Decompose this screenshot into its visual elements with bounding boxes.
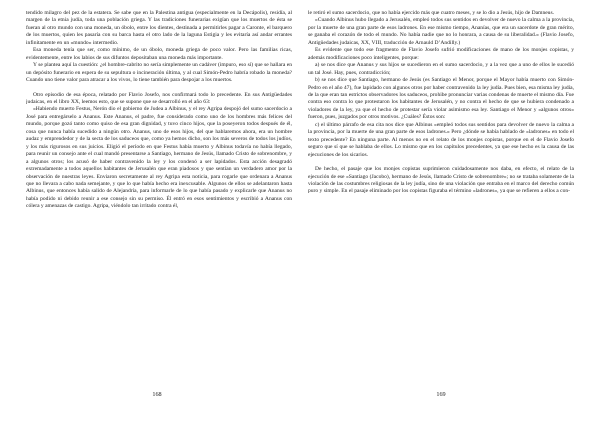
paragraph: Otro episodio de esa época, relatado por Flavio Josefo, nos confirmará todo lo precedente. En sus Antigüedades judaicas, en el libro XX, leemos esto, que se supone que se desarrolló en el año 63: bbox=[26, 91, 292, 105]
paragraph: a) se nos dice que Ananus y sus hijos se sucedieron en el sumo sacerdocio, y a la vez que a uno de ellos le sucedió un tal José. Hay, pues, contradicción; bbox=[308, 62, 574, 76]
paragraph: Y se plantea aquí la cuestión: ¿el hombre-cabrito no sería simplemente un cadáver (impuro, eso sí) que se hallara en un depósito funerario en espera de su sepultura o incineración última, y al cual Simón-Pedro habría robado la moneda? Cuando uno tiene valor para atracar a los vivos, lo tiene también para despojar a los muertos. bbox=[26, 62, 292, 84]
right-text-column bbox=[308, 10, 574, 390]
page-number: 168 bbox=[152, 391, 162, 398]
paragraph: Esa moneda tenía que ser, como mínimo, de un óbolo, moneda griega de poco valor. Pero las familias ricas, evidentemente, entre los labios de sus difuntos depositaban una moneda más importante. bbox=[26, 47, 292, 61]
paragraph: «Habiendo muerto Festus, Nerón dio el gobierno de Judea a Albinus, y el rey Agripa despojó del sumo sacerdocio a José para entregárselo a Ananus. Este Ananus, el padre, fue considerado como uno de los hombres más felices del mundo, porque gozó tanto como quiso de esa gran dignidad, y tuvo cinco hijos, que la poseyeron todos después de él, cosa que nunca había sucedido a ningún otro. Ananus, uno de esos hijos, del que hablaremos ahora, era un hombre audaz y emprendedor y de la secta de los saduceos que, como ya hemos dicho, son los más severos de todos los judíos, y los más rigurosos en sus juicios. Eligió el período en que Festus había muerto y Albinus todavía no había llegado, para reunir un consejo ante el cual mandó presentarse a Santiago, hermano de Jesús, llamado Cristo de sobrenombre, y a algunos otros; los acusó de haber contravenido la ley y los condenó a ser lapidados. Esta acción desagradó extremadamente a todos aquellos habitantes de Jerusalén que eran piadosos y que sentían un verdadero amor por la observación de nuestras leyes. Enviaron secretamente al rey Agripa esta noticia, para rogarle que ordenara a Ananus que no llevara a cabo nada semejante, y que lo que había hecho era inexcusable. Algunos de ellos se adelantaron hasta Albinus, que entonces había salido de Alejandría, para informarle de lo que había pasado y explicarle que Ananus no había podido ni debido reunir a ese consejo sin su permiso. Él entró en esos sentimientos y escribió a Ananus con cólera y amenazas de castigo. Agripa, viéndolo tan irritado contra él, bbox=[26, 106, 292, 210]
paragraph: tendido milagro del pez de la estatera. Se sabe que en la Palestina antigua (especialmente en la Decápolis), residía, al margen de la etnia judía, toda una población griega. Y las tradiciones funerarias exigían que los muertos de ésta se fueran al otro mundo con una moneda, un óbolo, entre los dientes, destinada a permitirles pagar a Caronte, el barquero de los muertos, quien les pasaría con su barca hasta el otro lado de la laguna Estigia y les evitaría así andar errantes infinitamente en un «mundo» intermedio. bbox=[26, 10, 292, 46]
paragraph: le retiró el sumo sacerdocio, que no había ejercido más que cuatro meses, y se lo dio a Jesús, hijo de Damneus. bbox=[308, 10, 554, 16]
paragraph: De hecho, el pasaje que los monjes copistas suprimieron cuidadosamente nos daba, en efecto, el relato de la ejecución de ese «Santiago (Jacobo), hermano de Jesús, llamado Cristo de sobrenombre»; no se trataba solamente de la violación de las costumbres religiosas de la ley judía, sino de una violación que entraba en el marco del derecho común puro y simple. En el pasaje eliminado por los copistas figuraba el término «ladrones», ya que se refieren a ellos a con- bbox=[308, 166, 574, 195]
paragraph: c) el último párrafo de esa cita nos dice que Albinus «empleó todos sus sentidos para devolver de nuevo la calma a la provincia, por la muerte de una gran parte de esos ladrones.» Pero ¿dónde se había hablado de «ladrones» en todo el texto precedente? En ninguna parte. Al menos no en el relato de los monjes copistas, porque en el de Flavio Josefo seguro que sí que se hablaba de ellos. Lo mismo que en los capítulos precedentes, ya que ese hecho es la causa de las ejecuciones de los sicarios. bbox=[308, 121, 574, 158]
right-page bbox=[300, 0, 600, 426]
paragraph: Es evidente que todo ese fragmento de Flavio Josefo sufrió modificaciones de mano de los monjes copistas, y además modificaciones poco inteligentes, porque: bbox=[308, 47, 574, 61]
paragraph: »Cuando Albinus hubo llegado a Jerusalén, empleó todos sus sentidos en devolver de nuevo la calma a la provincia, por la muerte de una gran parte de esos ladrones. En ese mismo tiempo, Ananías, que era un sacerdote de gran mérito, se ganaba el corazón de todo el mundo. No había nadie que no lo honrara, a causa de su liberalidad.» (Flavio Josefo, Antigüedades judaicas, XX, VIII, traducción de Arnauld D’Andilly.) bbox=[308, 17, 574, 46]
page-number: 169 bbox=[436, 391, 446, 398]
left-text-column bbox=[26, 10, 292, 390]
paragraph: b) se nos dice que Santiago, hermano de Jesús (es Santiago el Menor, porque el Mayor había muerto con Simón-Pedro en el año 47), fue lapidado con algunos otros por haber contravenido la ley judía. Pues bien, esa misma ley judía, de la que eran tan estrictos observadores los saduceos, prohibe pronunciar varias condenas de muerte el mismo día. Fue contra eso contra lo que protestaron los habitantes de Jerusalén, y no contra el hecho de que se hubiera condenado a violadores de la ley, ya que el hecho de protestar sería violar asimismo esa ley. Santiago el Menor y «algunos otros» fueron, pues, juzgados por otros motivos. ¿Cuáles? Éstos son: bbox=[308, 77, 574, 121]
